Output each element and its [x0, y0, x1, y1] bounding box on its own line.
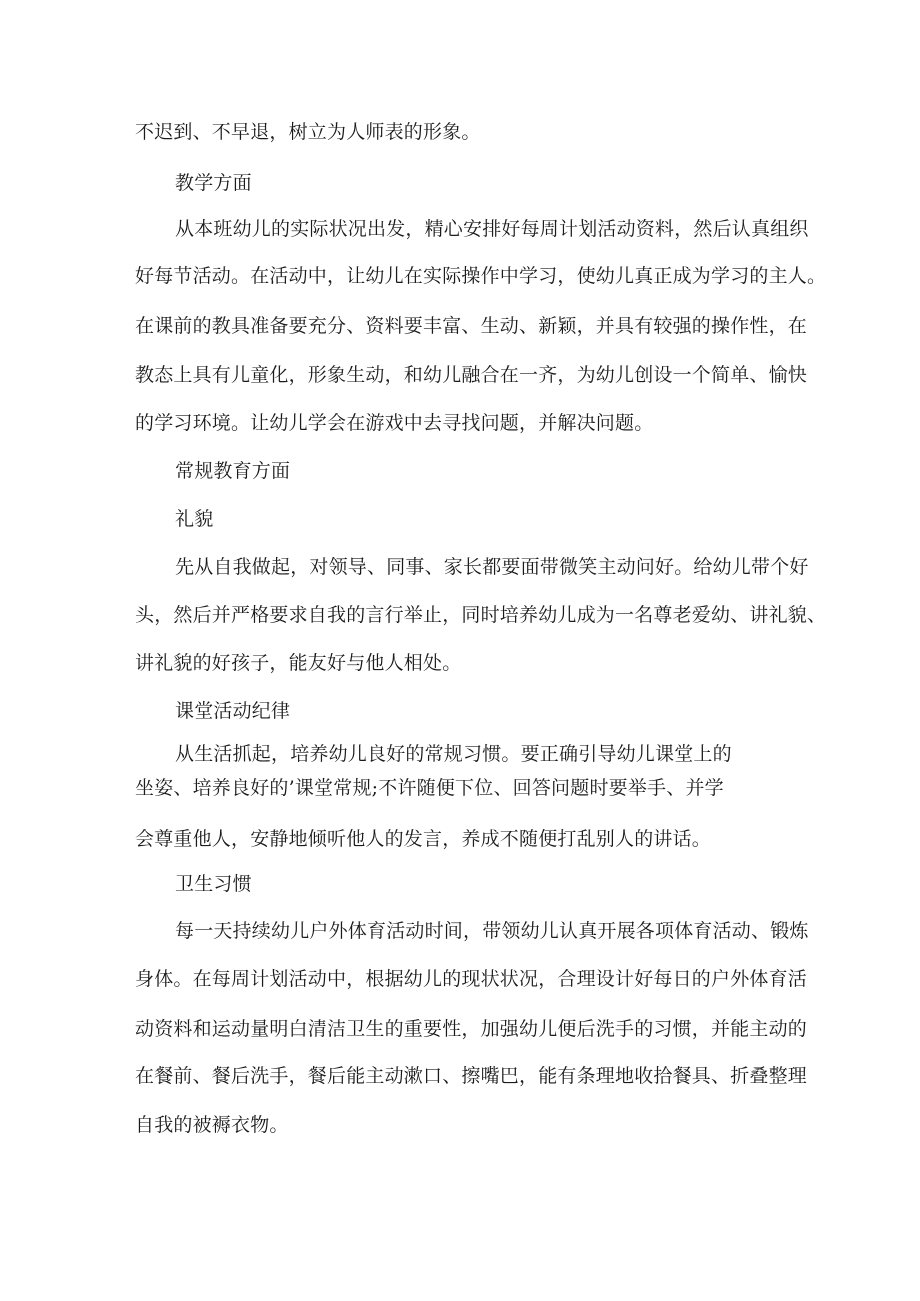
paragraph-line: 从生活抓起，培养幼儿良好的常规习惯。要正确引导幼儿课堂上的: [175, 743, 732, 765]
paragraph-line: 教态上具有儿童化，形象生动，和幼儿融合在一齐，为幼儿创设一个简单、愉快: [135, 364, 808, 386]
paragraph-line: 的学习环境。让幼儿学会在游戏中去寻找问题，并解决问题。: [135, 412, 654, 434]
paragraph-line: 好每节活动。在活动中，让幼儿在实际操作中学习，使幼儿真正成为学习的主人。: [135, 265, 827, 287]
paragraph-line: 在餐前、餐后洗手，餐后能主动漱口、擦嘴巴，能有条理地收拾餐具、折叠整理: [135, 1065, 808, 1087]
paragraph-line: 先从自我做起，对领导、同事、家长都要面带微笑主动问好。给幼儿带个好: [175, 556, 809, 578]
subsection-heading: 礼貌: [175, 508, 214, 530]
paragraph-line: 动资料和运动量明白清洁卫生的重要性，加强幼儿便后洗手的习惯，并能主动的: [135, 1018, 808, 1040]
paragraph-line: 讲礼貌的好孩子，能友好与他人相处。: [135, 652, 462, 674]
paragraph-line: 头，然后并严格要求自我的言行举止，同时培养幼儿成为一名尊老爱幼、讲礼貌、: [135, 604, 827, 626]
section-heading: 教学方面: [175, 172, 252, 194]
paragraph-line: 坐姿、培养良好的’课堂常规;不许随便下位、回答问题时要举手、并学: [135, 777, 724, 799]
paragraph-line: 从本班幼儿的实际状况出发，精心安排好每周计划活动资料，然后认真组织: [175, 218, 809, 240]
subsection-heading: 卫生习惯: [175, 873, 252, 895]
paragraph-line: 自我的被褥衣物。: [135, 1114, 289, 1136]
paragraph-line: 每一天持续幼儿户外体育活动时间，带领幼儿认真开展各项体育活动、锻炼: [175, 920, 809, 942]
subsection-heading: 课堂活动纪律: [175, 700, 291, 722]
section-heading: 常规教育方面: [175, 460, 291, 482]
paragraph-line: 不迟到、不早退，树立为人师表的形象。: [135, 121, 481, 143]
paragraph-line: 身体。在每周计划活动中，根据幼儿的现状状况，合理设计好每日的户外体育活: [135, 968, 808, 990]
paragraph-line: 会尊重他人，安静地倾听他人的发言，养成不随便打乱别人的讲话。: [135, 828, 712, 850]
paragraph-line: 在课前的教具准备要充分、资料要丰富、生动、新颖，并具有较强的操作性，在: [135, 315, 808, 337]
